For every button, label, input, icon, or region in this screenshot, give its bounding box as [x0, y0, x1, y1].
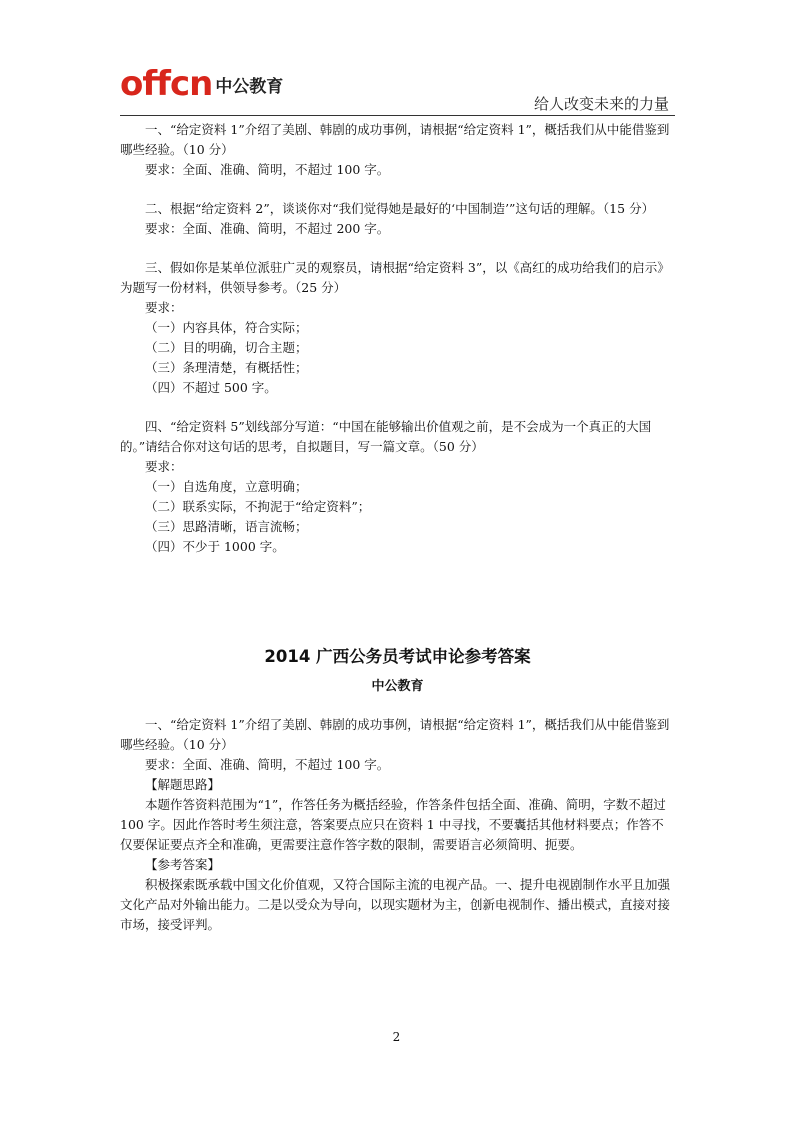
- document-body: [120, 120, 675, 935]
- question-4-item: （二）联系实际，不拘泥于“给定资料”；: [145, 499, 371, 514]
- question-3-requirement: 要求：: [145, 300, 183, 315]
- question-3-item: （三）条理清楚，有概括性；: [145, 360, 308, 375]
- offcn-logo: [120, 62, 283, 102]
- question-3-text: 三、假如你是某单位派驻广灵的观察员，请根据“给定资料 3”，以《高红的成功给我们的启示》为题写一份材料，供领导参考。（25 分）: [120, 260, 670, 295]
- question-3-item: （二）目的明确，切合主题；: [145, 340, 308, 355]
- question-2-requirement: 要求：全面、准确、简明，不超过 200 字。: [145, 221, 390, 236]
- analysis-label: 【解题思路】: [145, 777, 221, 792]
- answer-section-title: 2014 广西公务员考试申论参考答案: [264, 647, 531, 666]
- question-4-item: （三）思路清晰，语言流畅；: [145, 519, 308, 534]
- reference-answer-paragraph: 积极探索既承载中国文化价值观，又符合国际主流的电视产品。一、提升电视剧制作水平且加强文化产品对外输出能力。二是以受众为导向，以现实题材为主，创新电视制作、播出模式，直接对接市场，接受评判。: [120, 877, 671, 932]
- question-3-item: （一）内容具体，符合实际；: [145, 320, 308, 335]
- page-number: 2: [392, 1030, 401, 1044]
- page-header: [120, 60, 675, 120]
- answer-question-1-text: 一、“给定资料 1”介绍了美剧、韩剧的成功事例，请根据“给定资料 1”，概括我们从中能借鉴到哪些经验。（10 分）: [120, 717, 670, 752]
- question-1-requirement: 要求：全面、准确、简明，不超过 100 字。: [145, 162, 390, 177]
- answer-section-subtitle: 中公教育: [371, 679, 424, 694]
- logo-wordmark: offcn: [120, 64, 213, 104]
- question-4-text: 四、“给定资料 5”划线部分写道：“中国在能够输出价值观之前，是不会成为一个真正的大国的。”请结合你对这句话的思考，自拟题目，写一篇文章。（50 分）: [120, 419, 652, 454]
- header-divider: [120, 115, 675, 116]
- question-4-item: （四）不少于 1000 字。: [145, 539, 285, 554]
- question-4-requirement: 要求：: [145, 459, 183, 474]
- question-2-text: 二、根据“给定资料 2”，谈谈你对“我们觉得她是最好的‘中国制造’”这句话的理解。（15 分）: [145, 201, 655, 216]
- question-3-item: （四）不超过 500 字。: [145, 380, 277, 395]
- analysis-paragraph: 本题作答资料范围为“1”，作答任务为概括经验，作答条件包括全面、准确、简明，字数不超过 100 字。因此作答时考生须注意，答案要点应只在资料 1 中寻找，不要囊括其他材料要点；作答不仅要保证要点齐全和准确，更需要注意作答字数的限制，需要语言必须简明、扼要。: [120, 797, 666, 852]
- reference-answer-label: 【参考答案】: [145, 857, 221, 872]
- answer-question-1-requirement: 要求：全面、准确、简明，不超过 100 字。: [145, 757, 390, 772]
- question-1-text: 一、“给定资料 1”介绍了美剧、韩剧的成功事例，请根据“给定资料 1”，概括我们从中能借鉴到哪些经验。（10 分）: [120, 122, 670, 157]
- question-4-item: （一）自选角度，立意明确；: [145, 479, 308, 494]
- logo-chinese-name: 中公教育: [215, 77, 284, 97]
- header-slogan: 给人改变未来的力量: [533, 95, 669, 113]
